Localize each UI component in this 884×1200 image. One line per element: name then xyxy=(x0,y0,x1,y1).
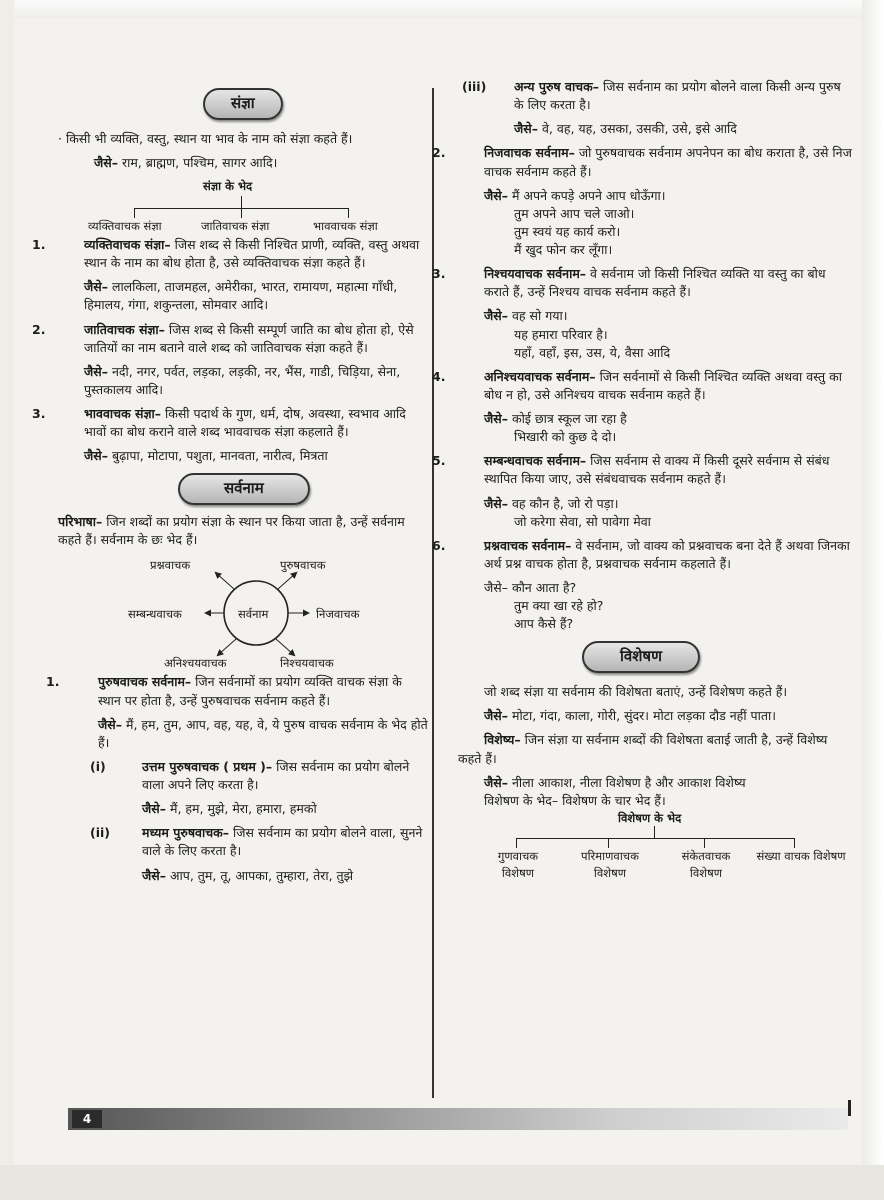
sarvanam-example-line: भिखारी को कुछ दे दो। xyxy=(514,429,617,445)
sarvanam-item: 3. निश्चयवाचक सर्वनाम– वे सर्वनाम जो किसी निश्चित व्यक्ति या वस्तु का बोध कराते हैं, उन्हें निश्चय वाचक सर्वनाम कहते हैं। xyxy=(432,266,826,300)
sarvanam-heading: सर्वनाम xyxy=(178,473,310,505)
sarvanam-type: सम्बन्धवाचक xyxy=(128,607,182,622)
purush-sub-item: (i) उत्तम पुरुषवाचक ( प्रथम )– जिस सर्वनाम का प्रयोग बोलने वाला अपने लिए करता है। xyxy=(90,758,410,792)
right-column xyxy=(432,78,853,880)
page-top-edge xyxy=(0,0,884,18)
visheshan-tree-item: परिमाणवाचक विशेषण xyxy=(581,848,639,880)
sarvanam-item: 4. अनिश्चयवाचक सर्वनाम– जिन सर्वनामों से किसी निश्चित व्यक्ति अथवा वस्तु का बोध न हो, उसे अनिश्चय वाचक सर्वनाम कहते हैं। xyxy=(432,368,842,402)
sarvanam-example-line: आप कैसे हैं? xyxy=(514,616,574,632)
sangya-item-example: जैसे– लालकिला, ताजमहल, अमेरीका, भारत, रामायण, महात्मा गाँधी, हिमालय, गंगा, शकुन्तला, सोमवार आदि। xyxy=(84,279,398,313)
footer-bar xyxy=(68,1108,848,1130)
purush-sub-item: (ii) मध्यम पुरुषवाचक– जिस सर्वनाम का प्रयोग बोलने वाला, सुनने वाले के लिए करता है। xyxy=(90,825,423,859)
visheshan-tree-item: संकेतवाचक विशेषण xyxy=(681,848,731,880)
page-number: 4 xyxy=(72,1110,102,1128)
sarvanam-type: अनिश्चयवाचक xyxy=(164,656,227,671)
sangya-tree-item: भाववाचक संज्ञा xyxy=(313,219,378,233)
visheshya-definition: विशेष्य– जिन संज्ञा या सर्वनाम शब्दों की विशेषता बताई जाती है, उन्हें विशेष्य कहते हैं। xyxy=(458,732,828,766)
footer-end-mark xyxy=(848,1100,851,1116)
visheshya-example: जैसे– नीला आकाश, नीला विशेषण है और आकाश विशेष्य xyxy=(484,774,746,790)
column-divider xyxy=(432,88,434,1098)
sarvanam-type: निश्चयवाचक xyxy=(280,656,334,671)
visheshan-tree-item: संख्या वाचक विशेषण xyxy=(756,848,846,863)
purush-sub-example: जैसे– मैं, हम, मुझे, मेरा, हमारा, हमको xyxy=(142,801,317,817)
visheshan-definition: जो शब्द संज्ञा या सर्वनाम की विशेषता बताएं, उन्हें विशेषण कहते हैं। xyxy=(484,684,788,700)
sarvanam-example: जैसे– कोई छात्र स्कूल जा रहा है xyxy=(484,411,627,426)
sangya-tree-item: व्यक्तिवाचक संज्ञा xyxy=(88,219,162,233)
sarvanam-diagram xyxy=(58,555,428,673)
page-left-edge xyxy=(0,0,14,1200)
sarvanam-item: 6. प्रश्नवाचक सर्वनाम– वे सर्वनाम, जो वाक्य को प्रश्नवाचक बना देते हैं अथवा जिनका अर्थ प्रश्न वाचक होता है, प्रश्नवाचक सर्वनाम कहलाते हैं। xyxy=(432,537,850,571)
sarvanam-example-line: तुम अपने आप चले जाओ। xyxy=(514,205,635,221)
page-bottom-edge xyxy=(0,1165,884,1200)
sarvanam-example-line: जो करेगा सेवा, सो पावेगा मेवा xyxy=(514,513,651,529)
purush-sub-item: (iii) अन्य पुरुष वाचक– जिस सर्वनाम का प्रयोग बोलने वाला किसी अन्य पुरुष के लिए करता है। xyxy=(462,79,841,113)
sarvanam-example: जैसे– वह कौन है, जो रो पड़ा। xyxy=(484,495,619,511)
sangya-tree xyxy=(58,178,428,236)
sangya-item: 2. जातिवाचक संज्ञा– जिस शब्द से किसी सम्पूर्ण जाति का बोध होता हो, ऐसे जातियों का नाम बताने वाले शब्द को जातिवाचक संज्ञा कहते हैं। xyxy=(32,321,414,355)
purush-item: 1. पुरुषवाचक सर्वनाम– जिन सर्वनामों का प्रयोग व्यक्ति वाचक संज्ञा के स्थान पर होता है, उन्हें पुरुषवाचक सर्वनाम कहते हैं। xyxy=(46,674,402,708)
sangya-item: 1. व्यक्तिवाचक संज्ञा– जिस शब्द से किसी निश्चित प्राणी, व्यक्ति, वस्तु अथवा स्थान के नाम का बोध होता है, उसे व्यक्तिवाचक संज्ञा कहते हैं। xyxy=(32,237,420,271)
sarvanam-example-line: यह हमारा परिवार है। xyxy=(514,326,608,342)
sarvanam-center: सर्वनाम xyxy=(238,607,269,622)
visheshan-example: जैसे– मोटा, गंदा, काला, गोरी, सुंदर। मोटा लड़का दौड नहीं पाता। xyxy=(484,708,776,724)
sarvanam-item: 5. सम्बन्धवाचक सर्वनाम– जिस सर्वनाम से वाक्य में किसी दूसरे सर्वनाम से संबंध स्थापित किया जाए, उसे संबंधवाचक सर्वनाम कहते हैं। xyxy=(432,453,830,487)
page-right-edge xyxy=(862,0,884,1200)
sangya-tree-item: जातिवाचक संज्ञा xyxy=(201,219,270,233)
visheshan-tree-title: विशेषण के भेद xyxy=(618,810,682,825)
sangya-example: जैसे– राम, ब्राह्मण, पश्चिम, सागर आदि। xyxy=(94,154,278,170)
sarvanam-example: जैसे– मैं अपने कपड़े अपने आप धोऊँगा। xyxy=(484,187,666,203)
purush-sub-example: जैसे– वे, वह, यह, उसका, उसकी, उसे, इसे आदि xyxy=(514,121,737,137)
left-column xyxy=(32,88,428,891)
sarvanam-type: निजवाचक xyxy=(316,607,360,622)
sarvanam-example-line: तुम क्या खा रहे हो? xyxy=(514,598,604,614)
sarvanam-example-line: यहाँ, वहाँ, इस, उस, ये, वैसा आदि xyxy=(514,344,671,360)
sarvanam-example-line: मैं खुद फोन कर लूँगा। xyxy=(514,242,613,257)
sangya-item-example: जैसे– बुढ़ापा, मोटापा, पशुता, मानवता, नारीत्व, मित्रता xyxy=(84,448,328,464)
sarvanam-example: जैसे– कौन आता है? xyxy=(484,580,577,595)
visheshan-tree xyxy=(458,810,853,880)
purush-sub-example: जैसे– आप, तुम, तू, आपका, तुम्हारा, तेरा, तुझे xyxy=(142,867,354,883)
sarvanam-example-line: तुम स्वयं यह कार्य करो। xyxy=(514,223,621,239)
purush-example: जैसे– मैं, हम, तुम, आप, वह, यह, वे, ये पुरुष वाचक सर्वनाम के भेद होते हैं। xyxy=(98,716,428,750)
visheshan-bhed-line: विशेषण के भेद– विशेषण के चार भेद हैं। xyxy=(484,792,666,808)
sarvanam-definition: परिभाषा– जिन शब्दों का प्रयोग संज्ञा के स्थान पर किया जाता है, उन्हें सर्वनाम कहते हैं। सर्वनाम के छः भेद हैं। xyxy=(58,514,405,548)
sarvanam-item: 2. निजवाचक सर्वनाम– जो पुरुषवाचक सर्वनाम अपनेपन का बोध कराता है, उसे निज वाचक सर्वनाम कहते हैं। xyxy=(432,145,852,179)
sangya-item-example: जैसे– नदी, नगर, पर्वत, लड़का, लड़की, नर, भैंस, गाडी, चिड़िया, सेना, पुस्तकालय आदि। xyxy=(84,363,401,397)
sangya-heading: संज्ञा xyxy=(203,88,283,120)
sangya-item: 3. भाववाचक संज्ञा– किसी पदार्थ के गुण, धर्म, दोष, अवस्था, स्वभाव आदि भावों का बोध कराने वाले शब्द भाववाचक संज्ञा कहलाते हैं। xyxy=(32,406,406,440)
sarvanam-type: प्रश्नवाचक xyxy=(150,558,191,573)
visheshan-heading: विशेषण xyxy=(582,641,700,673)
sarvanam-example: जैसे– वह सो गया। xyxy=(484,308,568,324)
sangya-definition: · किसी भी व्यक्ति, वस्तु, स्थान या भाव के नाम को संज्ञा कहते हैं। xyxy=(58,130,353,146)
sarvanam-type: पुरुषवाचक xyxy=(280,558,326,573)
sangya-tree-title: संज्ञा के भेद xyxy=(203,179,253,193)
visheshan-tree-item: गुणवाचक विशेषण xyxy=(497,848,539,880)
